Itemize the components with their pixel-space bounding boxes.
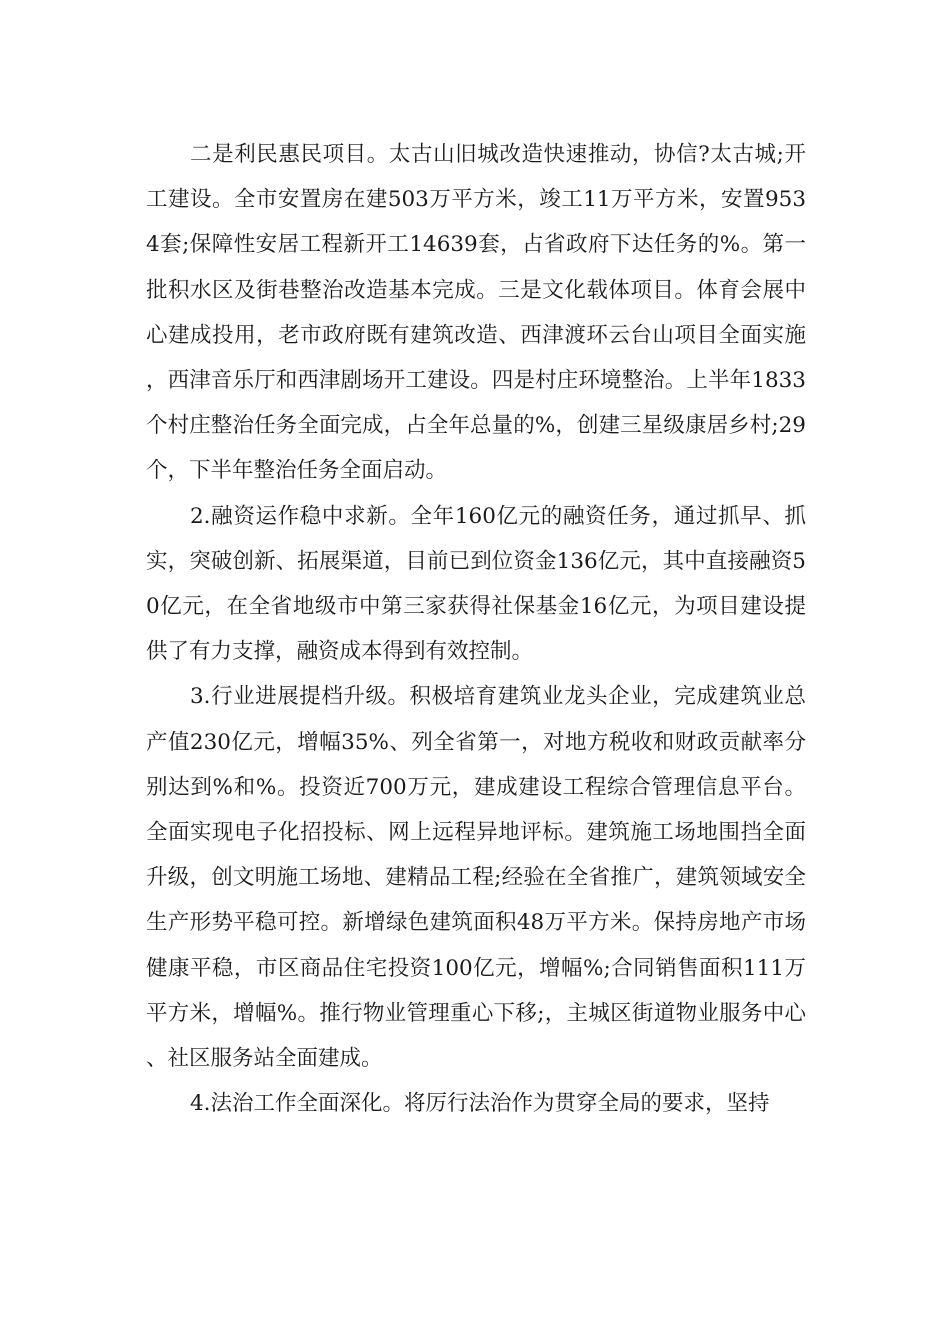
document-page — [146, 132, 806, 1126]
paragraph-project-list: 二是利民惠民项目。太古山旧城改造快速推动，协信?太古城;开工建设。全市安置房在建503万平方米，竣工11万平方米，安置9534套;保障性安居工程新开工14639套，占省政府下达任务的%。第一批积水区及街巷整治改造基本完成。三是文化载体项目。体育会展中心建成投用，老市政府既有建筑改造、西津渡环云台山项目全面实施，西津音乐厅和西津剧场开工建设。四是村庄环境整治。上半年1833个村庄整治任务全面完成，占全年总量的%，创建三星级康居乡村;29个，下半年整治任务全面启动。 — [146, 142, 806, 484]
paragraph-rule-of-law: 4.法治工作全面深化。将厉行法治作为贯穿全局的要求，坚持 — [190, 1091, 770, 1117]
paragraph-industry: 3.行业进展提档升级。积极培育建筑业龙头企业，完成建筑业总产值230亿元，增幅35%、列全省第一，对地方税收和财政贡献率分别达到%和%。投资近700万元，建成建设工程综合管理信息平台。全面实现电子化招投标、网上远程异地评标。建筑施工场地围挡全面升级，创文明施工场地、建精品工程;经验在全省推广，建筑领域安全生产形势平稳可控。新增绿色建筑面积48万平方米。保持房地产市场健康平稳，市区商品住宅投资100亿元，增幅%;合同销售面积111万平方米，增幅%。推行物业管理重心下移;，主城区街道物业服务中心、社区服务站全面建成。 — [146, 684, 806, 1072]
paragraph-financing: 2.融资运作稳中求新。全年160亿元的融资任务，通过抓早、抓实，突破创新、拓展渠道，目前已到位资金136亿元，其中直接融资50亿元，在全省地级市中第三家获得社保基金16亿元，为项目建设提供了有力支撑，融资成本得到有效控制。 — [146, 503, 806, 665]
